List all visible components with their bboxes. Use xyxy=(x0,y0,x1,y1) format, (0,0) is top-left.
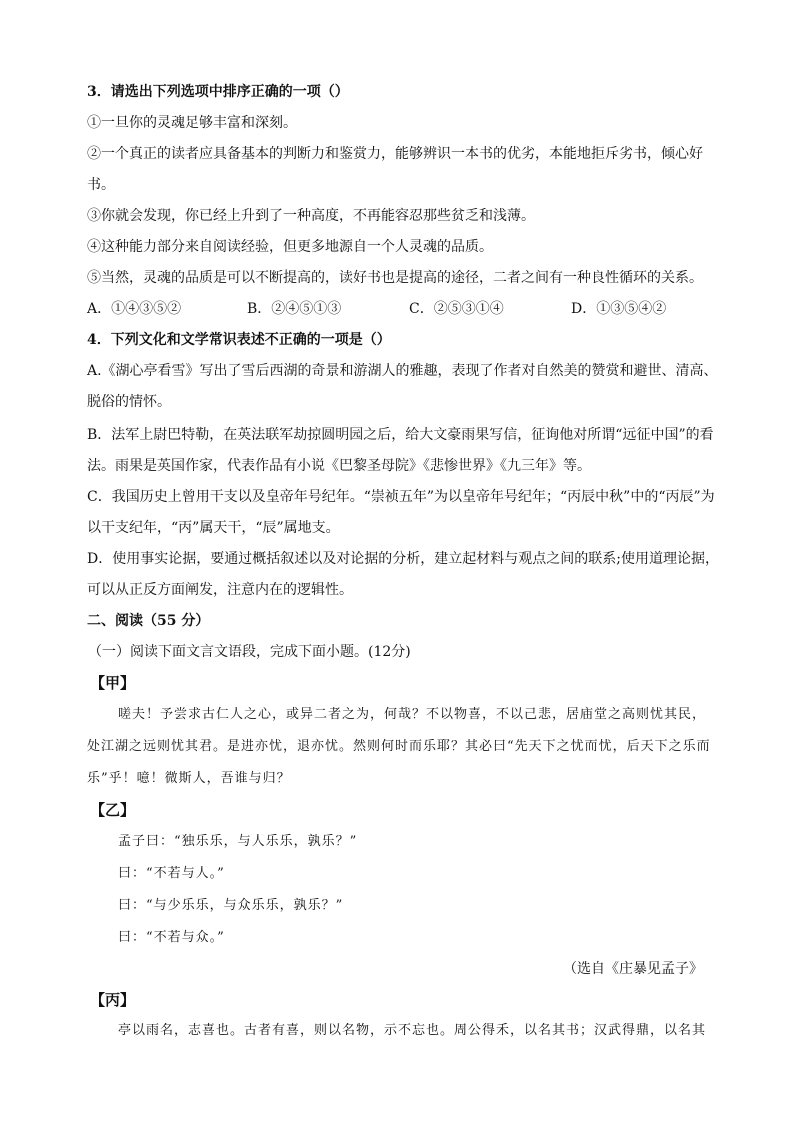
passage-jia-label: 【甲】 xyxy=(90,674,136,692)
q3-sentence-1: ①一旦你的灵魂足够丰富和深刻。 xyxy=(87,115,297,131)
section-2-title: 二、阅读（55 分） xyxy=(87,613,210,629)
q4-option-c: C．我国历史上曾用干支以及皇帝年号纪年。“崇祯五年”为以皇帝年号纪年；“丙辰中秋”中的“丙辰”为 xyxy=(87,489,715,505)
q3-option-b: B．②④⑤①③ xyxy=(247,301,342,317)
passage-bing-label: 【丙】 xyxy=(90,991,136,1009)
q3-sentence-4: ④这种能力部分来自阅读经验，但更多地源自一个人灵魂的品质。 xyxy=(87,239,493,255)
passage-yi-label: 【乙】 xyxy=(90,801,136,819)
passage-yi-line-3: 曰：“与少乐乐，与众乐乐，孰乐？” xyxy=(118,898,344,913)
q4-option-c-cont: 以干支纪年，“丙”属天干，“辰”属地支。 xyxy=(87,520,340,536)
q3-sentence-2-cont: 书。 xyxy=(87,177,115,193)
q4-option-b: B．法军上尉巴特勒，在英法联军劫掠圆明园之后，给大文豪雨果写信，征询他对所谓“远征中国”的看 xyxy=(87,427,714,443)
q4-option-d-cont: 可以从正反方面阐发，注意内在的逻辑性。 xyxy=(87,582,353,598)
passage-yi-source: （选自《庄暴见孟子》 xyxy=(563,961,703,977)
q3-option-c: C．②⑤③①④ xyxy=(409,301,504,317)
passage-bing-line-1: 亭以雨名，志喜也。古者有喜，则以名物，示不忘也。周公得禾，以名其书；汉武得鼎，以名其 xyxy=(118,1023,707,1038)
q4-stem: 4．下列文化和文学常识表述不正确的一项是（） xyxy=(87,332,391,348)
q3-sentence-5: ⑤当然，灵魂的品质是可以不断提高的，读好书也是提高的途径，二者之间有一种良性循环的关系。 xyxy=(87,270,703,286)
q4-option-a-cont: 脱俗的情怀。 xyxy=(87,394,171,410)
passage-yi-line-4: 曰：“不若与众。” xyxy=(118,930,225,945)
passage-yi-line-2: 曰：“不若与人。” xyxy=(118,866,225,881)
q4-option-b-cont: 法。雨果是英国作家，代表作品有小说《巴黎圣母院》《悲惨世界》《九三年》等。 xyxy=(87,458,591,474)
q3-sentence-2: ②一个真正的读者应具备基本的判断力和鉴赏力，能够辨识一本书的优劣，本能地拒斥劣书，倾心好 xyxy=(87,146,703,162)
q3-option-a: A．①④③⑤② xyxy=(87,301,182,317)
passage-yi-line-1: 孟子曰：“独乐乐，与人乐乐，孰乐？” xyxy=(118,834,358,849)
q4-option-a: A.《湖心亭看雪》写出了雪后西湖的奇景和游湖人的雅趣，表现了作者对自然美的赞赏和避世、清高、 xyxy=(87,363,718,379)
q3-stem: 3．请选出下列选项中排序正确的一项（） xyxy=(87,84,349,100)
passage-jia-line-3: 乐”乎！噫！微斯人，吾谁与归？ xyxy=(87,771,291,786)
q4-option-d: D．使用事实论据，要通过概括叙述以及对论据的分析，建立起材料与观点之间的联系;使用道理论据， xyxy=(87,551,719,567)
q3-sentence-3: ③你就会发现，你已经上升到了一种高度，不再能容忍那些贫乏和浅薄。 xyxy=(87,208,535,224)
q3-option-d: D．①③⑤④② xyxy=(571,301,667,317)
passage-jia-line-2: 处江湖之远则忧其君。是进亦忧，退亦忧。然则何时而乐耶？其必曰“先天下之忧而忧，后天下之乐而 xyxy=(87,739,711,754)
passage-jia-line-1: 嗟夫！予尝求古仁人之心，或异二者之为，何哉？不以物喜，不以己悲，居庙堂之高则忧其民， xyxy=(118,707,707,722)
section-2-part-1: （一）阅读下面文言文语段，完成下面小题。(12分) xyxy=(88,644,411,660)
